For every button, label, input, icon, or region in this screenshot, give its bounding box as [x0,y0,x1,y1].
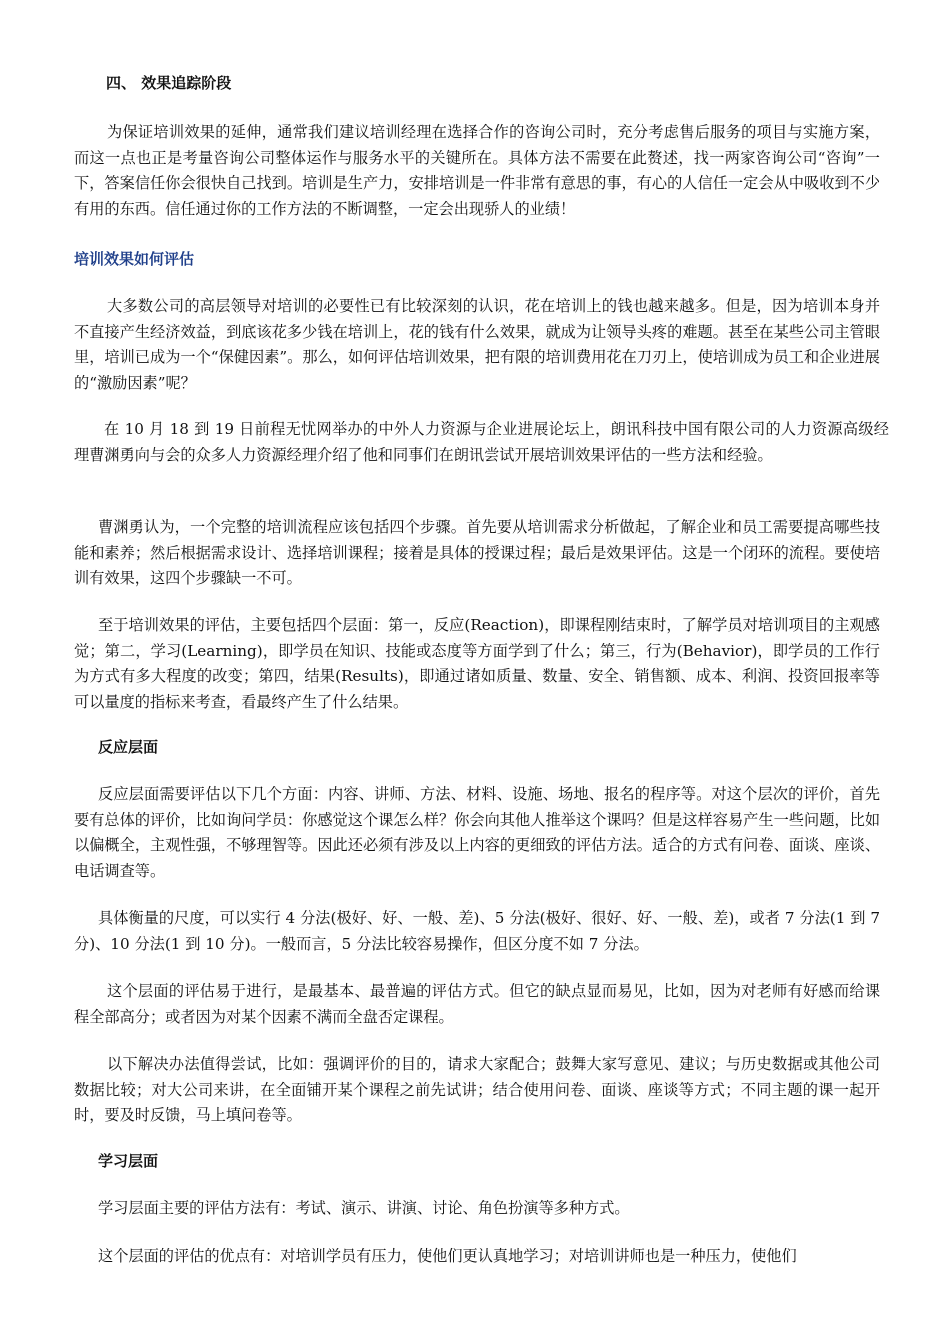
reaction-level-heading: 反应层面 [98,738,159,756]
article-title: 培训效果如何评估 [74,250,195,268]
paragraph-four-steps: 曹渊勇认为，一个完整的培训流程应该包括四个步骤。首先要从培训需求分析做起，了解企业和员工需要提高哪些技能和素养；然后根据需求设计、选择培训课程；接着是具体的授课过程；最后是效果评估。这是一个闭环的流程。要使培训有效果，这四个步骤缺一不可。 [74,518,880,587]
paragraph-scales: 具体衡量的尺度，可以实行 4 分法(极好、好、一般、差)、5 分法(极好、很好、好、一般、差)，或者 7 分法(1 到 7 分)、10 分法(1 到 10 分)。一般而言，5 分法比较容易操作，但区分度不如 7 分法。 [74,909,880,953]
paragraph-four-levels: 至于培训效果的评估，主要包括四个层面：第一，反应(Reaction)，即课程刚结束时，了解学员对培训项目的主观感觉；第二，学习(Learning)，即学员在知识、技能或态度等方面学到了什么；第三，行为(Behavior)，即学员的工作行为方式有多大程度的改变；第四，结果(Results)，即通过诸如质量、数量、安全、销售额、成本、利润、投资回报率等可以量度的指标来考查，看最终产生了什么结果。 [74,616,880,711]
paragraph-intro: 大多数公司的高层领导对培训的必要性已有比较深刻的认识，花在培训上的钱也越来越多。但是，因为培训本身并不直接产生经济效益，到底该花多少钱在培训上，花的钱有什么效果，就成为让领导头疼的难题。甚至在某些公司主管眼里，培训已成为一个“保健因素”。那么，如何评估培训效果，把有限的培训费用花在刀刃上，使培训成为员工和企业进展的“激励因素”呢？ [74,297,880,392]
paragraph-pros-cons: 这个层面的评估易于进行，是最基本、最普遍的评估方式。但它的缺点显而易见，比如，因为对老师有好感而给课程全部高分；或者因为对某个因素不满而全盘否定课程。 [74,982,880,1026]
paragraph-forum: 在 10 月 18 到 19 日前程无忧网举办的中外人力资源与企业进展论坛上，朗讯科技中国有限公司的人力资源高级经理曹渊勇向与会的众多人力资源经理介绍了他和同事们在朗讯尝试开展培训效果评估的一些方法和经验。 [74,420,889,464]
learning-level-heading: 学习层面 [98,1152,159,1170]
paragraph-reaction-aspects: 反应层面需要评估以下几个方面：内容、讲师、方法、材料、设施、场地、报名的程序等。对这个层次的评价，首先要有总体的评价，比如询问学员：你感觉这个课怎么样？你会向其他人推举这个课吗？但是这样容易产生一些问题，比如以偏概全，主观性强，不够理智等。因此还必须有涉及以上内容的更细致的评估方法。适合的方式有问卷、面谈、座谈、电话调查等。 [74,785,880,880]
paragraph-follow-up: 为保证培训效果的延伸，通常我们建议培训经理在选择合作的咨询公司时，充分考虑售后服务的项目与实施方案，而这一点也正是考量咨询公司整体运作与服务水平的关键所在。具体方法不需要在此赘述，找一两家咨询公司“咨询”一下，答案信任你会很快自己找到。培训是生产力，安排培训是一件非常有意思的事，有心的人信任一定会从中吸收到不少有用的东西。信任通过你的工作方法的不断调整，一定会出现骄人的业绩！ [74,123,880,218]
section-four-heading: 四、 效果追踪阶段 [106,74,232,92]
paragraph-learning-methods: 学习层面主要的评估方法有：考试、演示、讲演、讨论、角色扮演等多种方式。 [98,1199,630,1217]
paragraph-learning-advantages: 这个层面的评估的优点有：对培训学员有压力，使他们更认真地学习；对培训讲师也是一种压力，使他们 [98,1247,797,1265]
paragraph-solutions: 以下解决办法值得尝试，比如：强调评价的目的，请求大家配合；鼓舞大家写意见、建议；与历史数据或其他公司数据比较；对大公司来讲，在全面铺开某个课程之前先试讲；结合使用问卷、面谈、座谈等方式；不同主题的课一起开时，要及时反馈，马上填问卷等。 [74,1055,880,1124]
